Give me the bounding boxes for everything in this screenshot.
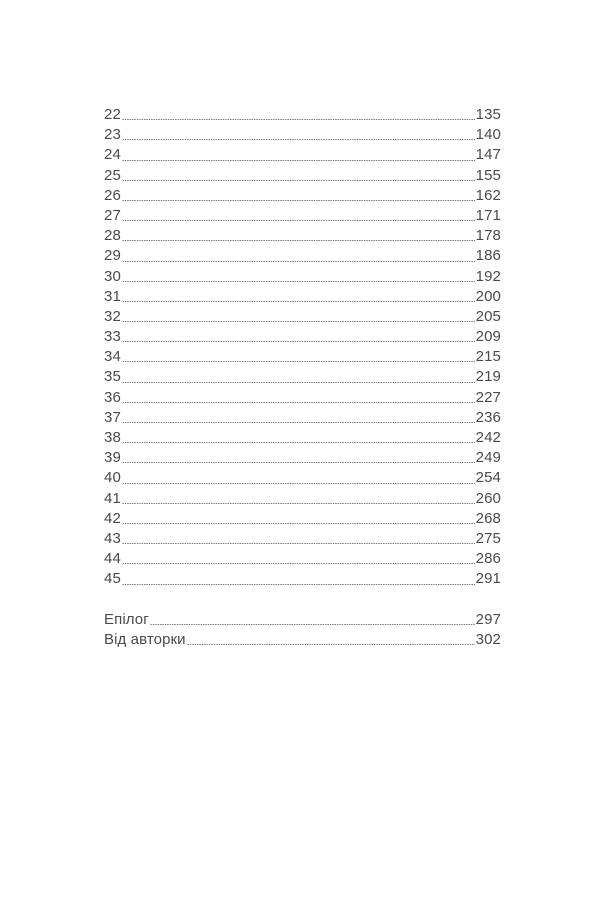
toc-chapter-row xyxy=(104,246,501,266)
toc-entry-label: 32 xyxy=(104,307,121,325)
toc-entry-label: 31 xyxy=(104,287,121,305)
toc-entry-page-number: 135 xyxy=(475,106,501,123)
toc-chapter-row xyxy=(104,267,501,287)
chapter-list xyxy=(104,105,501,590)
dot-leader xyxy=(187,644,475,645)
toc-chapter-row xyxy=(104,468,501,488)
toc-chapter-row xyxy=(104,226,501,246)
toc-chapter-row xyxy=(104,125,501,145)
toc-entry-page-number: 192 xyxy=(475,267,501,285)
toc-chapter-row xyxy=(104,529,501,549)
toc-entry-page-number: 227 xyxy=(475,388,501,406)
toc-chapter-row xyxy=(104,509,501,529)
toc-entry-page-number: 186 xyxy=(475,247,501,265)
toc-entry-label: 22 xyxy=(104,106,121,123)
toc-entry-label: 34 xyxy=(104,348,121,366)
toc-entry-label: 25 xyxy=(104,166,121,184)
toc-entry-label: 44 xyxy=(104,550,121,568)
toc-entry-page-number: 236 xyxy=(475,408,501,426)
toc-entry-page-number: 242 xyxy=(475,429,501,446)
toc-entry-label: Епілог xyxy=(104,610,149,628)
toc-chapter-row xyxy=(104,145,501,165)
toc-entry-page-number: 171 xyxy=(475,206,501,224)
toc-entry-page-number: 147 xyxy=(475,146,501,164)
dot-leader xyxy=(122,200,475,201)
toc-entry-page-number: 209 xyxy=(475,328,501,346)
toc-entry-label: 45 xyxy=(104,570,121,588)
toc-entry-label: 27 xyxy=(104,206,121,224)
dot-leader xyxy=(122,180,475,181)
toc-chapter-row xyxy=(104,428,501,448)
dot-leader xyxy=(122,543,475,544)
toc-entry-label: 36 xyxy=(104,388,121,406)
toc-entry-page-number: 155 xyxy=(475,166,501,184)
dot-leader xyxy=(122,563,475,564)
dot-leader xyxy=(122,139,475,140)
dot-leader xyxy=(122,382,475,383)
toc-entry-page-number: 268 xyxy=(475,509,501,527)
toc-entry-page-number: 260 xyxy=(475,489,501,507)
table-of-contents xyxy=(104,105,501,650)
toc-chapter-row xyxy=(104,327,501,347)
toc-chapter-row xyxy=(104,166,501,186)
dot-leader xyxy=(122,361,475,362)
toc-entry-label: Від авторки xyxy=(104,630,186,648)
dot-leader xyxy=(122,301,475,302)
toc-back-matter-row xyxy=(104,610,501,630)
toc-entry-page-number: 215 xyxy=(475,348,501,366)
toc-entry-label: 38 xyxy=(104,429,121,446)
dot-leader xyxy=(122,321,475,322)
dot-leader xyxy=(122,220,475,221)
toc-entry-page-number: 200 xyxy=(475,287,501,305)
toc-entry-page-number: 140 xyxy=(475,126,501,144)
toc-chapter-row xyxy=(104,105,501,125)
dot-leader xyxy=(122,442,475,443)
toc-entry-label: 37 xyxy=(104,408,121,426)
dot-leader xyxy=(122,483,475,484)
toc-entry-label: 23 xyxy=(104,126,121,144)
toc-entry-page-number: 291 xyxy=(475,570,501,588)
toc-entry-page-number: 286 xyxy=(475,550,501,568)
toc-entry-label: 28 xyxy=(104,227,121,245)
toc-chapter-row xyxy=(104,186,501,206)
toc-chapter-row xyxy=(104,206,501,226)
toc-chapter-row xyxy=(104,347,501,367)
toc-entry-label: 42 xyxy=(104,509,121,527)
back-matter-list xyxy=(104,610,501,650)
toc-back-matter-row xyxy=(104,630,501,650)
dot-leader xyxy=(150,624,475,625)
dot-leader xyxy=(122,281,475,282)
toc-chapter-row xyxy=(104,489,501,509)
dot-leader xyxy=(122,341,475,342)
toc-entry-page-number: 254 xyxy=(475,469,501,487)
toc-entry-page-number: 205 xyxy=(475,307,501,325)
toc-entry-label: 24 xyxy=(104,146,121,164)
toc-entry-page-number: 162 xyxy=(475,186,501,204)
toc-entry-page-number: 219 xyxy=(475,368,501,386)
dot-leader xyxy=(122,402,475,403)
dot-leader xyxy=(122,261,475,262)
toc-chapter-row xyxy=(104,408,501,428)
dot-leader xyxy=(122,119,475,120)
toc-entry-page-number: 178 xyxy=(475,227,501,245)
toc-entry-page-number: 249 xyxy=(475,449,501,467)
toc-entry-page-number: 302 xyxy=(475,630,501,648)
dot-leader xyxy=(122,523,475,524)
dot-leader xyxy=(122,503,475,504)
toc-entry-label: 35 xyxy=(104,368,121,386)
dot-leader xyxy=(122,240,475,241)
dot-leader xyxy=(122,422,475,423)
toc-chapter-row xyxy=(104,448,501,468)
toc-entry-label: 39 xyxy=(104,449,121,467)
dot-leader xyxy=(122,584,475,585)
toc-chapter-row xyxy=(104,569,501,589)
toc-entry-label: 30 xyxy=(104,267,121,285)
toc-entry-label: 29 xyxy=(104,247,121,265)
dot-leader xyxy=(122,462,475,463)
toc-chapter-row xyxy=(104,307,501,327)
toc-entry-label: 33 xyxy=(104,328,121,346)
toc-entry-label: 41 xyxy=(104,489,121,507)
toc-entry-label: 26 xyxy=(104,186,121,204)
toc-entry-label: 43 xyxy=(104,529,121,547)
toc-chapter-row xyxy=(104,287,501,307)
dot-leader xyxy=(122,160,475,161)
toc-chapter-row xyxy=(104,549,501,569)
toc-chapter-row xyxy=(104,367,501,387)
toc-entry-label: 40 xyxy=(104,469,121,487)
toc-entry-page-number: 275 xyxy=(475,529,501,547)
toc-entry-page-number: 297 xyxy=(475,610,501,628)
toc-chapter-row xyxy=(104,388,501,408)
